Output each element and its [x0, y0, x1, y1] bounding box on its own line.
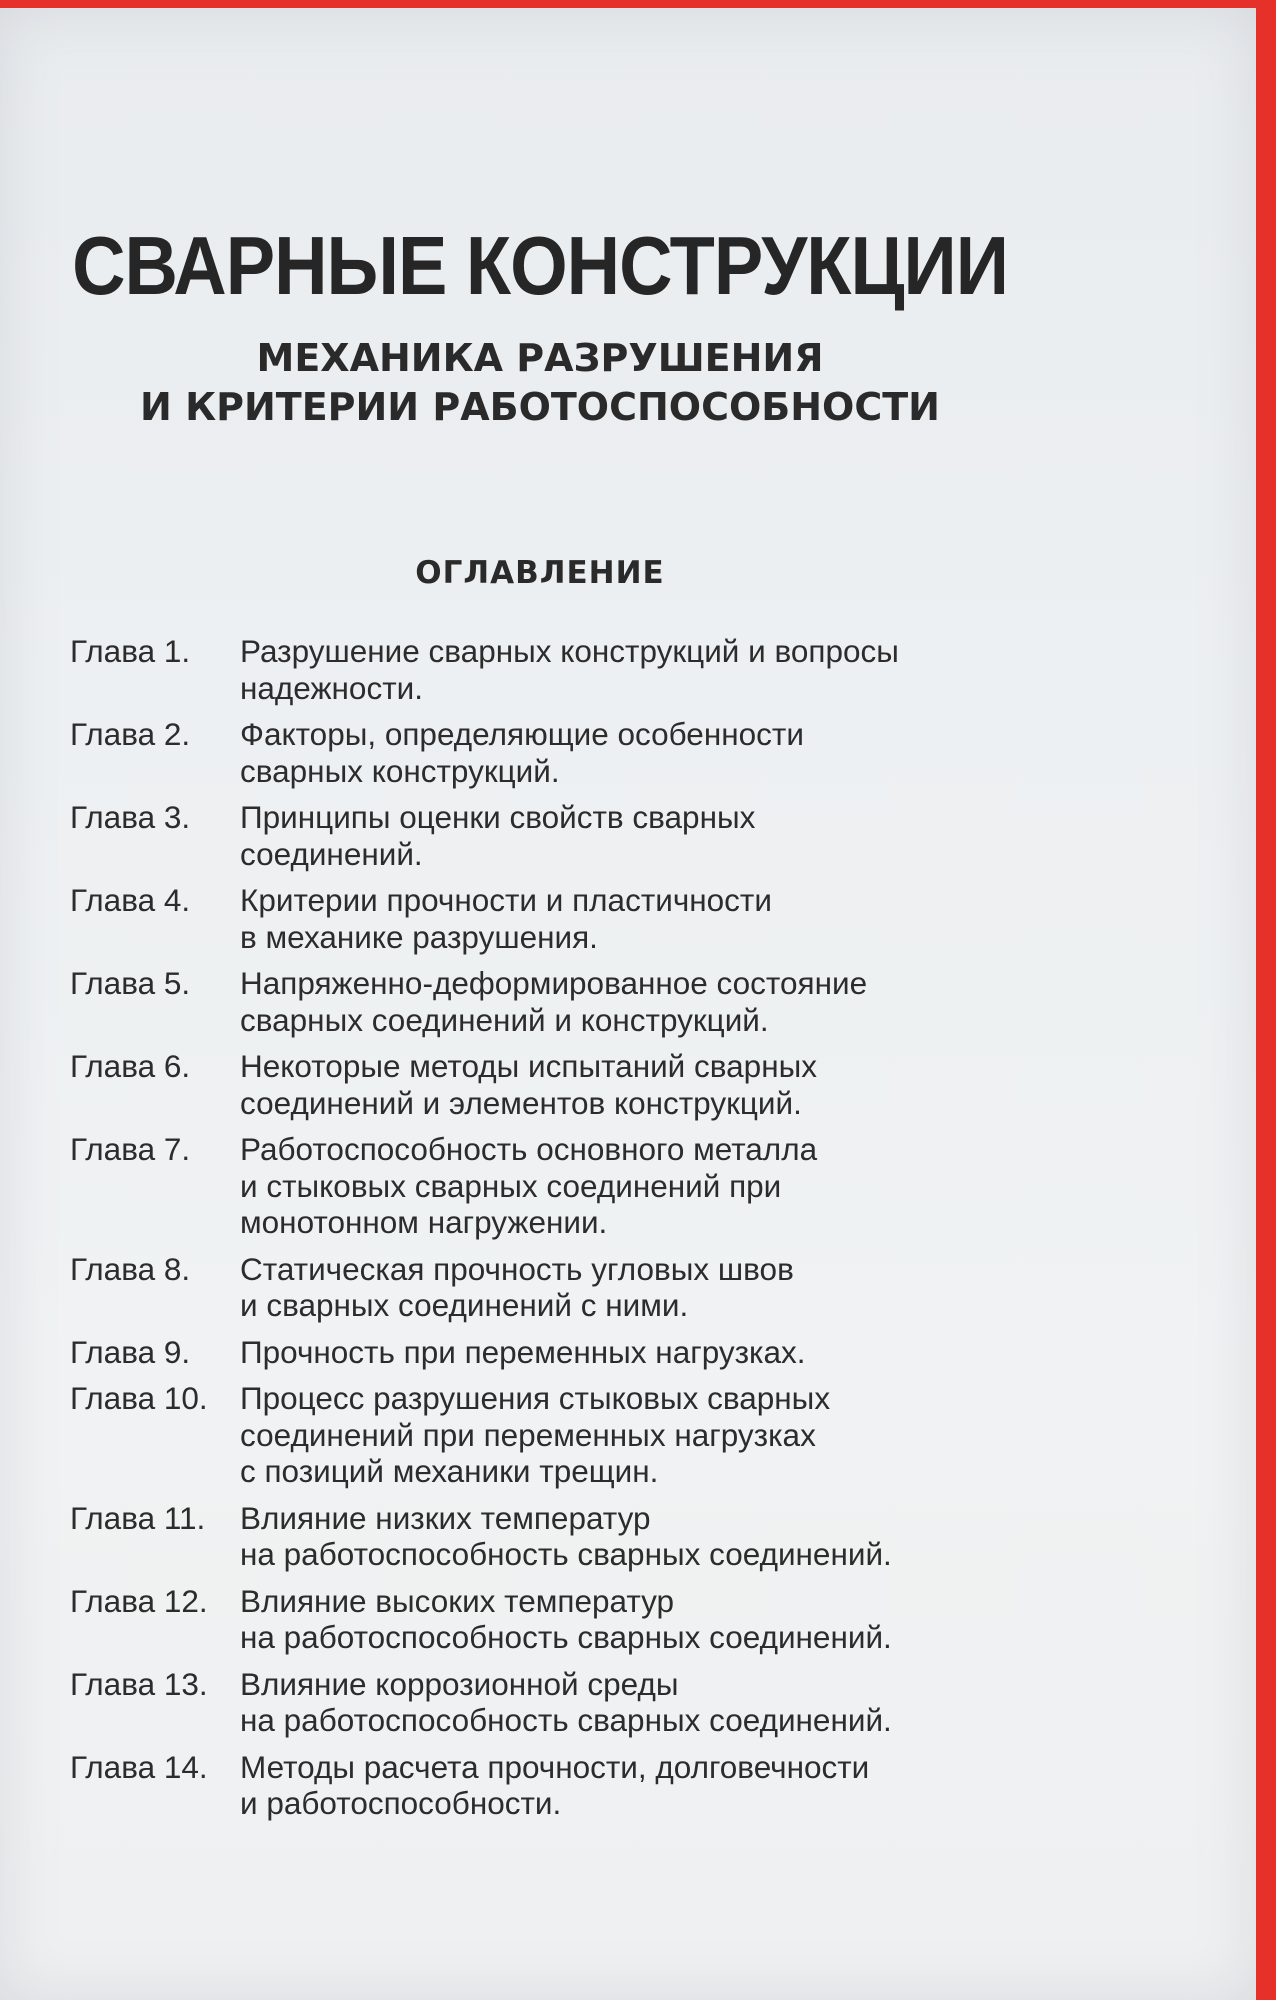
chapter-number: Глава 11.	[70, 1499, 206, 1536]
chapter-title: Процесс разрушения стыковых сварных соединений при переменных нагрузках с позиций механики трещин.	[240, 1380, 831, 1489]
chapter-number: Глава 14.	[70, 1748, 208, 1785]
chapter-title: Статическая прочность угловых швов и сварных соединений с ними.	[240, 1250, 794, 1323]
chapter-title: Разрушение сварных конструкций и вопросы надежности.	[240, 633, 899, 706]
chapter-number: Глава 7.	[70, 1131, 191, 1167]
chapter-number: Глава 8.	[70, 1250, 191, 1287]
toc-entry	[70, 1131, 1030, 1241]
chapter-number: Глава 9.	[70, 1333, 191, 1370]
toc-entry	[70, 799, 1030, 872]
chapter-title: Работоспособность основного металла и стыковых сварных соединений при монотонном нагружении.	[240, 1131, 818, 1240]
chapter-title: Влияние коррозионной среды на работоспособность сварных соединений.	[240, 1665, 892, 1738]
chapter-number: Глава 2.	[70, 716, 191, 752]
toc-entry	[70, 633, 1030, 706]
toc-entry	[70, 1048, 1030, 1121]
chapter-title: Влияние низких температур на работоспособность сварных соединений.	[240, 1499, 892, 1572]
chapter-title: Прочность при переменных нагрузках.	[240, 1333, 806, 1370]
chapter-title: Факторы, определяющие особенности сварных конструкций.	[240, 716, 804, 789]
chapter-number: Глава 3.	[70, 799, 191, 835]
toc-entry	[70, 1334, 1030, 1371]
chapter-number: Глава 1.	[70, 633, 191, 669]
toc-entry	[70, 1583, 1030, 1656]
chapter-title: Критерии прочности и пластичности в механике разрушения.	[240, 882, 772, 955]
toc-entry	[70, 1380, 1030, 1490]
chapter-title: Методы расчета прочности, долговечности и работоспособности.	[240, 1748, 870, 1821]
toc-entry	[70, 965, 1030, 1038]
book-subtitle-line-2: И КРИТЕРИИ РАБОТОСПОСОБНОСТИ	[140, 385, 940, 429]
chapter-title: Некоторые методы испытаний сварных соединений и элементов конструкций.	[240, 1048, 817, 1121]
chapter-title: Напряженно-деформированное состояние сварных соединений и конструкций.	[240, 965, 868, 1038]
toc-entry	[70, 1500, 1030, 1573]
toc-entry	[70, 1666, 1030, 1739]
chapter-number: Глава 5.	[70, 965, 191, 1001]
chapter-title: Принципы оценки свойств сварных соединений.	[240, 799, 756, 872]
toc-entry	[70, 1749, 1030, 1822]
chapter-number: Глава 4.	[70, 882, 191, 918]
chapter-number: Глава 6.	[70, 1048, 191, 1084]
toc-entry	[70, 882, 1030, 955]
toc-entry	[70, 716, 1030, 789]
chapter-number: Глава 10.	[70, 1380, 208, 1416]
chapter-title: Влияние высоких температур на работоспособность сварных соединений.	[240, 1582, 892, 1655]
book-subtitle-line-1: МЕХАНИКА РАЗРУШЕНИЯ	[256, 336, 824, 380]
contents-heading: ОГЛАВЛЕНИЕ	[415, 555, 665, 591]
table-of-contents	[70, 633, 1030, 1832]
chapter-number: Глава 12.	[70, 1582, 208, 1619]
book-cover-page	[0, 8, 1256, 2000]
book-title: СВАРНЫЕ КОНСТРУКЦИИ	[72, 219, 1008, 313]
toc-entry	[70, 1251, 1030, 1324]
chapter-number: Глава 13.	[70, 1665, 208, 1702]
